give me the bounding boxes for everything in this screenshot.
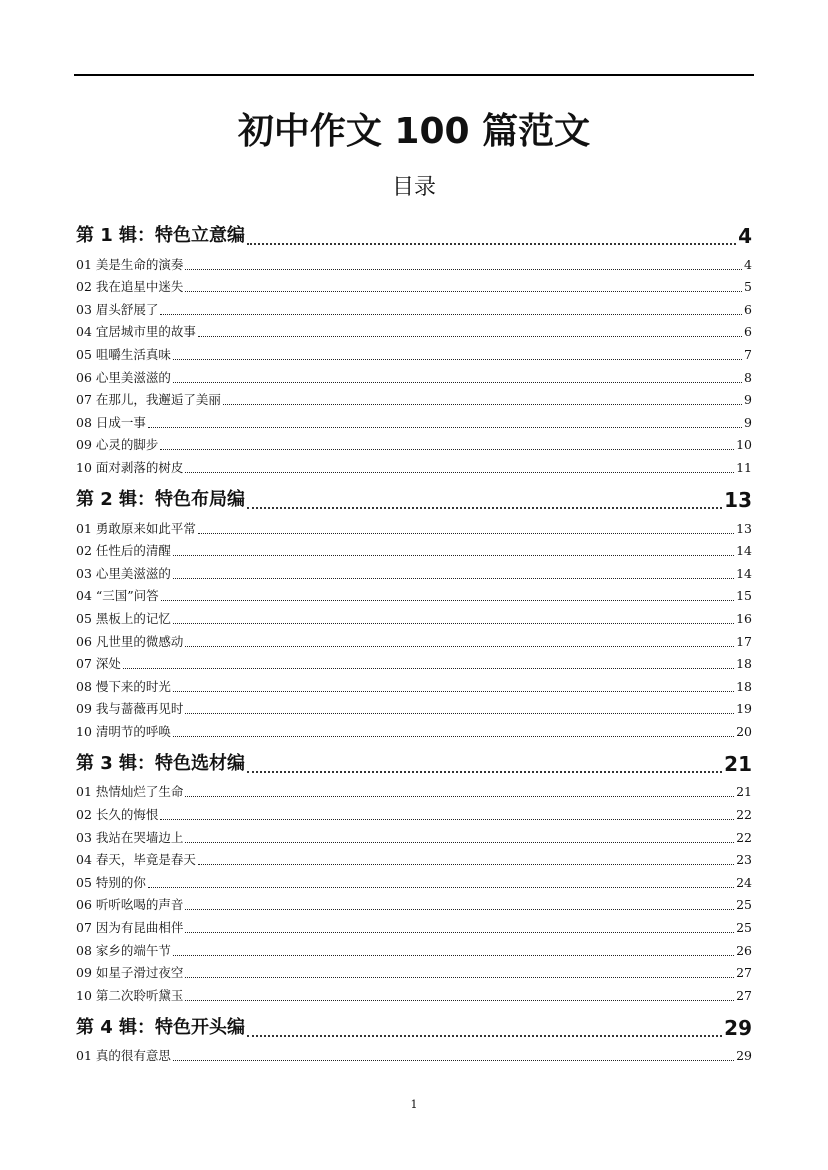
entry-title: 08 慢下来的时光	[76, 678, 171, 694]
toc-entry[interactable]	[76, 275, 752, 298]
entry-page-number: 23	[736, 852, 752, 868]
entry-title: 07 因为有昆曲相伴	[76, 920, 184, 936]
entry-page-number: 6	[744, 301, 752, 317]
dot-leader	[173, 735, 734, 737]
section-title: 第 3 辑：特色选材编	[76, 752, 246, 774]
entry-title: 08 家乡的端午节	[76, 942, 171, 958]
entry-page-number: 6	[744, 324, 752, 340]
dot-leader	[185, 268, 742, 270]
entry-page-number: 22	[736, 829, 752, 845]
entry-page-number: 15	[736, 588, 752, 604]
entry-page-number: 25	[736, 897, 752, 913]
entry-page-number: 18	[736, 656, 752, 672]
toc-entry[interactable]	[76, 1044, 752, 1067]
section-page-number: 13	[724, 487, 752, 512]
entry-title: 01 勇敢原来如此平常	[76, 520, 196, 536]
entry-title: 10 清明节的呼唤	[76, 723, 171, 739]
dot-leader	[160, 313, 742, 315]
document-title: 初中作文 100 篇范文	[237, 111, 591, 152]
toc-entry[interactable]	[76, 893, 752, 916]
dot-leader	[148, 886, 734, 888]
entry-title: 09 心灵的脚步	[76, 437, 159, 453]
toc-entry[interactable]	[76, 652, 752, 675]
toc-entry[interactable]	[76, 915, 752, 938]
entry-title: 01 美是生命的演奏	[76, 256, 184, 272]
entry-title: 05 特别的你	[76, 874, 146, 890]
entry-page-number: 26	[736, 942, 752, 958]
entry-page-number: 13	[736, 520, 752, 536]
entry-page-number: 17	[736, 633, 752, 649]
section-page-number: 29	[724, 1015, 752, 1040]
toc-entry[interactable]	[76, 983, 752, 1006]
toc-entry[interactable]	[76, 388, 752, 411]
toc-entry[interactable]	[76, 433, 752, 456]
dot-leader	[173, 358, 742, 360]
entry-title: 02 长久的悔恨	[76, 807, 159, 823]
toc-entry[interactable]	[76, 825, 752, 848]
entry-title: 03 心里美滋滋的	[76, 565, 171, 581]
entry-title: 10 面对剥落的树皮	[76, 459, 184, 475]
toc-entry[interactable]	[76, 938, 752, 961]
entry-title: 01 真的很有意思	[76, 1048, 171, 1064]
dot-leader	[185, 795, 734, 797]
dot-leader	[173, 577, 734, 579]
toc-entry[interactable]	[76, 697, 752, 720]
dot-leader	[173, 622, 734, 624]
dot-leader	[185, 471, 734, 473]
table-of-contents	[76, 216, 752, 1068]
entry-title: 04 宜居城市里的故事	[76, 324, 196, 340]
toc-entry[interactable]	[76, 561, 752, 584]
toc-entry[interactable]	[76, 342, 752, 365]
toc-section-heading[interactable]	[76, 480, 752, 516]
toc-entry[interactable]	[76, 674, 752, 697]
entry-page-number: 21	[736, 784, 752, 800]
entry-title: 05 黑板上的记忆	[76, 610, 171, 626]
toc-entry[interactable]	[76, 410, 752, 433]
entry-page-number: 29	[736, 1048, 752, 1064]
entry-title: 09 我与蔷薇再见时	[76, 701, 184, 717]
section-page-number: 4	[738, 224, 752, 248]
toc-entry[interactable]	[76, 539, 752, 562]
entry-title: 04 “三国”问答	[76, 588, 159, 604]
toc-entry[interactable]	[76, 297, 752, 320]
entry-page-number: 8	[744, 369, 752, 385]
dot-leader	[173, 381, 742, 383]
entry-title: 04 春天，毕竟是春天	[76, 852, 196, 868]
section-title: 第 4 辑：特色开头编	[76, 1016, 246, 1038]
entry-page-number: 9	[744, 392, 752, 408]
entry-page-number: 11	[736, 459, 752, 475]
dot-leader	[185, 712, 734, 714]
toc-entry[interactable]	[76, 606, 752, 629]
entry-title: 09 如星子滑过夜空	[76, 965, 184, 981]
dot-leader	[160, 448, 734, 450]
entry-page-number: 9	[744, 414, 752, 430]
entry-title: 06 心里美滋滋的	[76, 369, 171, 385]
entry-page-number: 18	[736, 678, 752, 694]
dot-leader	[173, 554, 734, 556]
toc-section-heading[interactable]	[76, 216, 752, 252]
entry-title: 01 热情灿烂了生命	[76, 784, 184, 800]
entry-page-number: 4	[744, 256, 752, 272]
toc-entry[interactable]	[76, 516, 752, 539]
section-title: 第 1 辑：特色立意编	[76, 225, 246, 246]
toc-entry[interactable]	[76, 252, 752, 275]
entry-page-number: 16	[736, 610, 752, 626]
entry-title: 02 任性后的清醒	[76, 543, 171, 559]
toc-section-heading[interactable]	[76, 1008, 752, 1044]
toc-section	[76, 1008, 752, 1067]
dot-leader	[247, 770, 722, 773]
dot-leader	[223, 403, 742, 405]
dot-leader	[173, 1059, 734, 1061]
entry-title: 06 凡世里的微感动	[76, 633, 184, 649]
entry-page-number: 5	[744, 279, 752, 295]
entry-page-number: 24	[736, 874, 752, 890]
toc-entry[interactable]	[76, 584, 752, 607]
toc-entry[interactable]	[76, 802, 752, 825]
entry-page-number: 27	[736, 987, 752, 1003]
toc-entry[interactable]	[76, 320, 752, 343]
entry-title: 07 在那儿，我邂逅了美丽	[76, 392, 221, 408]
entry-page-number: 7	[744, 346, 752, 362]
entry-title: 10 第二次聆听黛玉	[76, 987, 184, 1003]
dot-leader	[185, 908, 734, 910]
dot-leader	[185, 841, 734, 843]
header-rule	[74, 74, 754, 76]
toc-entry[interactable]	[76, 848, 752, 871]
entry-title: 08 日成一事	[76, 414, 146, 430]
toc-section	[76, 480, 752, 742]
entry-page-number: 14	[736, 565, 752, 581]
toc-section	[76, 744, 752, 1006]
toc-entry[interactable]	[76, 455, 752, 478]
toc-entry[interactable]	[76, 961, 752, 984]
dot-leader	[185, 290, 742, 292]
entry-title: 07 深处	[76, 656, 121, 672]
entry-page-number: 10	[736, 437, 752, 453]
dot-leader	[185, 999, 734, 1001]
toc-section-heading[interactable]	[76, 744, 752, 780]
dot-leader	[148, 426, 742, 428]
page-number: 1	[410, 1098, 418, 1111]
section-page-number: 21	[724, 751, 752, 776]
toc-heading: 目录	[391, 175, 436, 200]
entry-title: 06 听听吆喝的声音	[76, 897, 184, 913]
dot-leader	[198, 863, 734, 865]
dot-leader	[173, 690, 734, 692]
entry-page-number: 27	[736, 965, 752, 981]
entry-page-number: 25	[736, 920, 752, 936]
dot-leader	[173, 954, 734, 956]
toc-entry[interactable]	[76, 365, 752, 388]
toc-entry[interactable]	[76, 870, 752, 893]
dot-leader	[185, 976, 734, 978]
dot-leader	[247, 506, 722, 509]
dot-leader	[198, 532, 734, 534]
toc-entry[interactable]	[76, 719, 752, 742]
dot-leader	[123, 667, 734, 669]
dot-leader	[185, 645, 734, 647]
dot-leader	[247, 242, 736, 245]
entry-title: 05 咀嚼生活真味	[76, 346, 171, 362]
entry-page-number: 22	[736, 807, 752, 823]
entry-title: 02 我在追星中迷失	[76, 279, 184, 295]
toc-entry[interactable]	[76, 629, 752, 652]
entry-page-number: 14	[736, 543, 752, 559]
dot-leader	[161, 599, 734, 601]
dot-leader	[160, 818, 734, 820]
section-title: 第 2 辑：特色布局编	[76, 488, 246, 510]
entry-title: 03 我站在哭墙边上	[76, 829, 184, 845]
entry-title: 03 眉头舒展了	[76, 301, 159, 317]
entry-page-number: 19	[736, 701, 752, 717]
toc-entry[interactable]	[76, 780, 752, 803]
dot-leader	[185, 931, 734, 933]
dot-leader	[198, 335, 742, 337]
toc-section	[76, 216, 752, 478]
entry-page-number: 20	[736, 723, 752, 739]
dot-leader	[247, 1034, 722, 1037]
